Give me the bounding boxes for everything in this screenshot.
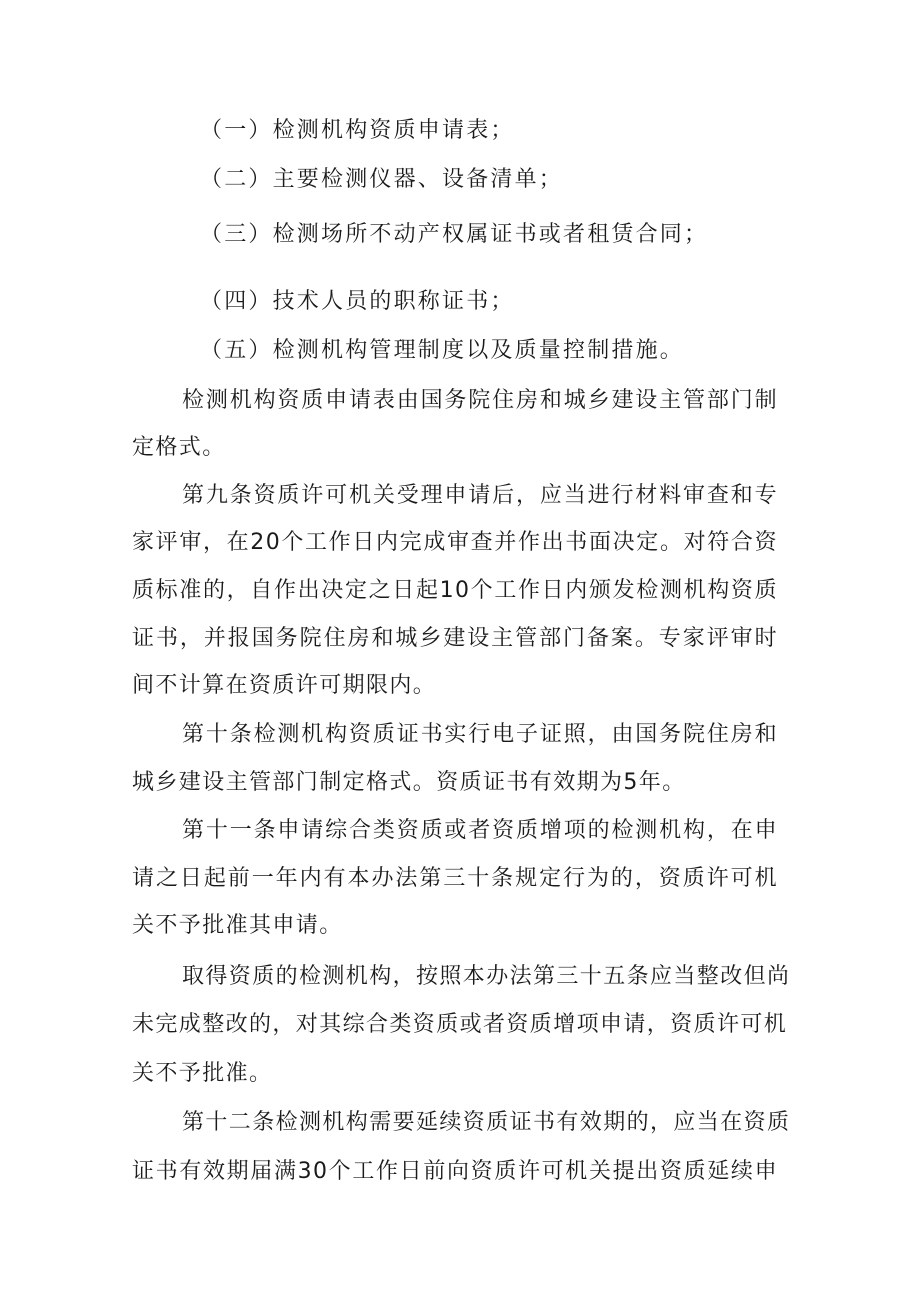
list-item-5: （五）检测机构管理制度以及质量控制措施。 (200, 338, 685, 363)
paragraph-4-line-1: 第十一条申请综合类资质或者资质增项的检测机构，在申 (182, 818, 778, 843)
paragraph-1-line-2: 定格式。 (132, 435, 226, 460)
paragraph-6-line-1: 第十二条检测机构需要延续资质证书有效期的，应当在资质 (182, 1110, 791, 1135)
paragraph-6-line-2: 证书有效期届满30个工作日前向资质许可机关提出资质延续申 (132, 1159, 778, 1184)
list-item-4: （四）技术人员的职称证书； (200, 289, 515, 314)
paragraph-2-line-3: 质标准的，自作出决定之日起10个工作日内颁发检测机构资质 (132, 578, 778, 603)
paragraph-4-line-2: 请之日起前一年内有本办法第三十条规定行为的，资质许可机 (132, 866, 778, 891)
list-item-2: （二）主要检测仪器、设备清单； (200, 167, 564, 192)
list-item-3: （三）检测场所不动产权属证书或者租赁合同； (200, 222, 709, 247)
paragraph-2-line-2: 家评审，在20个工作日内完成审查并作出书面决定。对符合资 (132, 530, 778, 555)
paragraph-5-line-2: 未完成整改的，对其综合类资质或者资质增项申请，资质许可机 (132, 1012, 788, 1037)
paragraph-5-line-1: 取得资质的检测机构，按照本办法第三十五条应当整改但尚 (182, 964, 791, 989)
paragraph-2-line-1: 第九条资质许可机关受理申请后，应当进行材料审查和专 (182, 483, 778, 508)
paragraph-1-line-1: 检测机构资质申请表由国务院住房和城乡建设主管部门制 (182, 388, 778, 413)
paragraph-4-line-3: 关不予批准其申请。 (132, 913, 343, 938)
paragraph-3-line-2: 城乡建设主管部门制定格式。资质证书有效期为5年。 (132, 770, 686, 795)
paragraph-2-line-5: 间不计算在资质许可期限内。 (132, 673, 437, 698)
paragraph-2-line-4: 证书，并报国务院住房和城乡建设主管部门备案。专家评审时 (132, 626, 778, 651)
paragraph-3-line-1: 第十条检测机构资质证书实行电子证照，由国务院住房和 (182, 722, 778, 747)
list-item-1: （一）检测机构资质申请表； (200, 118, 515, 143)
paragraph-5-line-3: 关不予批准。 (132, 1061, 273, 1086)
